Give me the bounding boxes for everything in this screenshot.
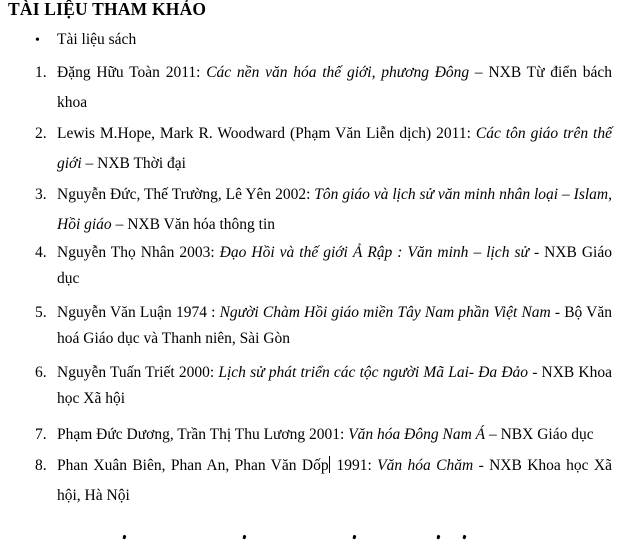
reference-item (35, 451, 612, 512)
reference-text-segment: Nguyễn Văn Luận 1974 : (57, 304, 220, 322)
page-title: TÀI LIỆU THAM KHẢO (8, 0, 207, 19)
reference-title-segment: Văn hóa Đông Nam Á (348, 426, 486, 444)
reference-title-segment: Văn hóa Chăm (377, 456, 474, 474)
reference-text-segment: Nguyễn Thọ Nhân 2003: (57, 244, 220, 262)
reference-text-segment: Phan Xuân Biên, Phan An, Phan Văn Dốp (57, 456, 329, 474)
reference-text-segment: 1991: (331, 456, 378, 474)
reference-text-segment: Lewis M.Hope, Mark R. Woodward (Phạm Văn Liễn dịch) 2011: (57, 124, 476, 142)
reference-text-segment: – NBX Giáo dục (485, 426, 594, 444)
reference-text-segment: – NXB Thời đại (81, 155, 186, 173)
reference-text-segment: Nguyễn Tuấn Triết 2000: (57, 364, 219, 382)
reference-number: 1. (35, 64, 47, 81)
reference-item (35, 420, 612, 450)
reference-item (35, 119, 612, 180)
reference-number: 2. (35, 124, 47, 142)
reference-number: 4. (35, 244, 47, 262)
bullet-list-item (35, 25, 612, 56)
reference-text-segment: – NXB Từ điển bách khoa (57, 64, 612, 112)
bullet-label: Tài liệu sách (57, 31, 137, 48)
reference-item (35, 300, 612, 351)
reference-number: 5. (35, 304, 47, 322)
reference-title-segment: Các nền văn hóa thế giới, phương Đông (206, 64, 470, 81)
reference-title-segment: Lịch sử phát triển các tộc người Mã Lai- Đa Đảo (218, 364, 529, 382)
clipped-next-line (0, 534, 624, 542)
clipped-line-mark (243, 535, 246, 539)
reference-title-segment: Tôn giáo và lịch sử văn minh nhân loại – Islam, Hồi giáo (57, 185, 612, 234)
bullet-icon: • (35, 33, 40, 48)
reference-number: 7. (35, 426, 47, 444)
clipped-line-mark (437, 535, 440, 539)
reference-list (35, 58, 612, 512)
reference-item (35, 58, 612, 119)
reference-number: 8. (35, 456, 47, 474)
reference-title-segment: Đạo Hồi và thế giới Ả Rập : Văn minh – lịch sử (219, 244, 529, 262)
reference-title-segment: Người Chàm Hồi giáo miền Tây Nam phần Việt Nam (219, 304, 551, 322)
reference-text-segment: - Bộ Văn hoá Giáo dục và Thanh niên, Sài Gòn (57, 304, 613, 347)
reference-item (35, 240, 612, 291)
reference-item (35, 360, 612, 411)
clipped-line-mark (123, 535, 126, 539)
reference-text-segment: - NXB Khoa học Xã hội, Hà Nội (57, 456, 613, 505)
reference-text-segment: – NXB Văn hóa thông tin (111, 216, 276, 234)
reference-title-segment: Các tôn giáo trên thế giới (57, 124, 612, 173)
text-cursor (329, 456, 331, 473)
reference-text-segment: - NXB Giáo dục (57, 244, 612, 287)
reference-text-segment: Phạm Đức Dương, Trần Thị Thu Lương 2001: (57, 426, 349, 444)
clipped-line-mark (463, 535, 466, 539)
reference-text-segment: Nguyễn Đức, Thế Trường, Lê Yên 2002: (57, 185, 315, 203)
clipped-line-mark (353, 535, 356, 539)
reference-number: 3. (35, 185, 47, 203)
reference-text-segment: - NXB Khoa học Xã hội (57, 364, 612, 407)
reference-item (35, 180, 612, 241)
reference-number: 6. (35, 364, 47, 382)
reference-text-segment: Đặng Hữu Toàn 2011: (57, 64, 207, 81)
